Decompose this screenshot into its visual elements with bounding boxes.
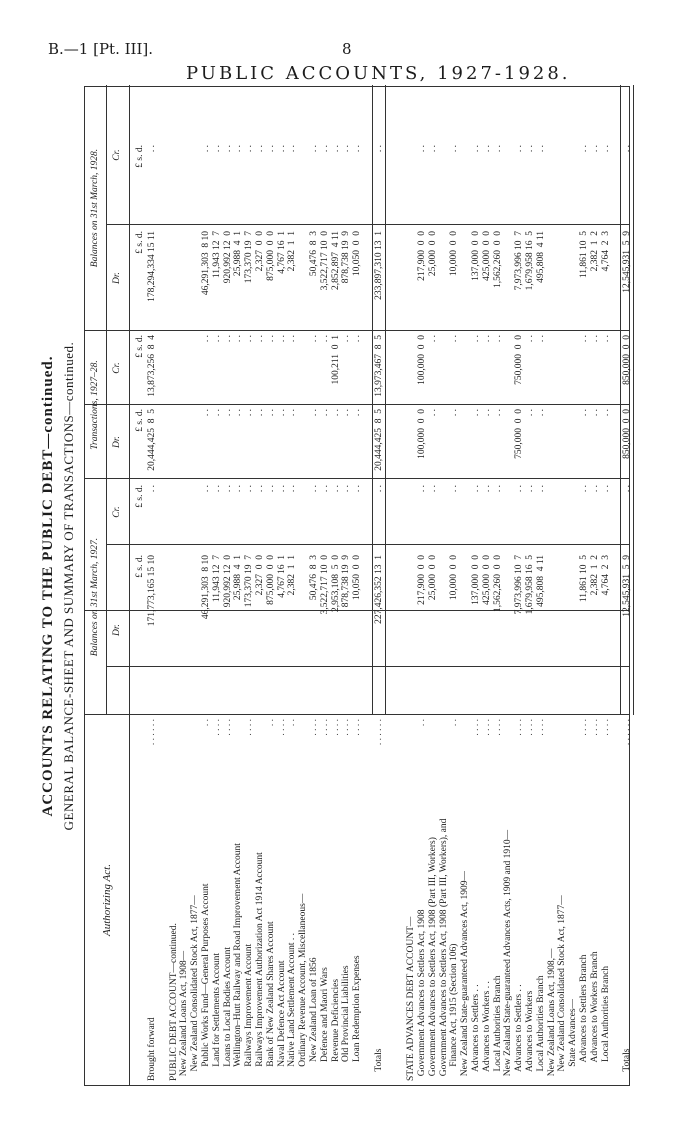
leader-dots: . . . . [309,719,319,736]
leader-dots: . . . . [319,719,330,736]
leader-dots: . . . . . . [622,719,633,746]
amount-cell-v5: 11,861 10 5 [579,231,589,279]
amount-cell-v3: 20,444,425 8 5 [147,409,157,471]
amount-cell-v2: . . [222,485,233,493]
header-reference: B.—1 [Pt. III]. [48,40,154,58]
amount-cell-v4: 100,211 0 1 [330,335,341,385]
currency-units-label: £ s. d. [135,409,145,432]
amount-cell-v5: 920,992 12 0 [222,231,233,284]
amount-cell-v2: . . [330,485,341,493]
row-label: Advances to Workers Branch [589,951,600,1081]
amount-cell-v4: . . [287,335,298,343]
amount-cell-v1: 10,050 0 0 [352,555,363,601]
amount-cell-v6: . . [492,145,503,153]
amount-cell-v4: 100,000 0 0 [417,335,427,385]
amount-cell-v2: . . [525,485,535,493]
row-label: Ordinary Revenue Account, Miscellaneous— [298,893,309,1081]
leader-dots: . . [201,719,211,727]
amount-cell-v5: 4,767 16 1 [276,231,287,274]
amount-cell-v1: 11,861 10 5 [579,555,589,603]
totals-rule [372,85,373,715]
amount-cell-v6: . . [222,145,233,153]
currency-units-label: £ s. d. [135,335,145,358]
leader-dots: . . [449,719,460,727]
amount-cell-v2: . . [535,485,546,493]
leader-dots: . . [287,719,298,727]
row-label: Local Authorities Branch [492,975,503,1081]
amount-cell-v3: . . [222,409,233,417]
amount-cell-v1: 217,900 0 0 [417,555,427,605]
amount-cell-v3: . . [319,409,330,417]
amount-cell-v1: 4,767 16 1 [276,555,287,598]
amount-cell-v4: . . [600,335,611,343]
amount-cell-v3: . . [492,409,503,417]
leader-dots: . . . . [222,719,233,736]
amount-cell-v5: 2,327 0 0 [255,231,265,272]
amount-cell-v5: 10,000 0 0 [449,231,460,277]
amount-cell-v5: 12,545,931 5 9 [622,231,633,293]
leader-dots: . . . . [589,719,600,736]
row-label: State Advances— [568,998,579,1081]
amount-cell-v5: 233,897,310 13 1 [373,231,384,300]
amount-cell-v5: 50,476 8 3 [309,231,319,277]
amount-cell-v1: 50,476 8 3 [309,555,319,601]
amount-cell-v5: 2,382 1 1 [287,231,298,272]
amount-cell-v1: 227,426,352 13 1 [373,555,384,624]
row-label: New Zealand Consolidated Stock Act, 1877— [190,895,201,1081]
row-label: Bank of New Zealand Shares Account [265,921,276,1081]
amount-cell-v4: . . [222,335,233,343]
amount-cell-v6: . . [265,145,276,153]
amount-cell-v3: . . [471,409,481,417]
amount-cell-v5: 495,808 4 11 [535,231,546,283]
amount-cell-v1: 173,370 19 7 [244,555,255,608]
amount-cell-v1: 875,000 0 0 [265,555,276,605]
amount-cell-v1: 3,522,717 10 0 [319,555,330,615]
row-label: New Zealand Loans Act, 1908— [179,950,190,1081]
header-balances-1928: Balances on 31st March, 1928. [90,148,100,268]
amount-cell-v4: . . [244,335,255,343]
amount-cell-v4: . . [255,335,265,343]
amount-cell-v1: 46,291,303 8 10 [201,555,211,620]
amount-cell-v4: . . [471,335,481,343]
balance-sheet-table [84,86,633,1086]
currency-units-label: £ s. d. [135,555,145,578]
column-rule [106,544,629,545]
row-label: New Zealand Loan of 1856 [309,957,319,1081]
leader-dots: . . . . [471,719,481,736]
amount-cell-v1: 10,000 0 0 [449,555,460,601]
totals-rule [385,85,386,715]
row-label: Advances to Workers . . [481,981,492,1081]
header-dr-1927: Dr. [112,624,122,636]
row-label: Wellington–Hutt Railway and Road Improvement Account [233,843,244,1081]
row-label: PUBLIC DEBT ACCOUNT—continued. [168,923,179,1081]
amount-cell-v5: 425,000 0 0 [481,231,492,281]
amount-cell-v5: 875,000 0 0 [265,231,276,281]
amount-cell-v2: . . [309,485,319,493]
amount-cell-v6: . . [309,145,319,153]
amount-cell-v4: . . [341,335,352,343]
amount-cell-v3: . . [255,409,265,417]
amount-cell-v1: 425,000 0 0 [481,555,492,605]
amount-cell-v2: . . [589,485,600,493]
amount-cell-v3: . . [600,409,611,417]
amount-cell-v2: . . [341,485,352,493]
amount-cell-v1: 1,679,958 16 5 [525,555,535,615]
amount-cell-v4: . . [449,335,460,343]
amount-cell-v6: . . [417,145,427,153]
amount-cell-v3: 850,000 0 0 [622,409,633,459]
amount-cell-v1: 1,562,260 0 0 [492,555,503,612]
row-label: Land for Settlements Account [211,953,222,1081]
amount-cell-v4: . . [211,335,222,343]
amount-cell-v1: 25,000 0 0 [427,555,438,601]
row-label: Brought forward [147,1017,157,1081]
amount-cell-v5: 11,943 12 7 [211,231,222,279]
amount-cell-v6: . . [244,145,255,153]
row-label: Revenue Deficiencies [330,978,341,1081]
row-label: STATE ADVANCES DEBT ACCOUNT— [406,916,417,1081]
rotated-content [40,86,650,1086]
amount-cell-v3: . . [525,409,535,417]
header-cr-transactions: Cr. [112,362,122,374]
amount-cell-v2: . . [579,485,589,493]
amount-cell-v1: 2,327 0 0 [255,555,265,596]
amount-cell-v3: . . [427,409,438,417]
amount-cell-v6: . . [579,145,589,153]
amount-cell-v6: . . [481,145,492,153]
page-title: PUBLIC ACCOUNTS, 1927-1928. [186,63,571,84]
amount-cell-v3: . . [589,409,600,417]
amount-cell-v3: . . [233,409,244,417]
header-authorizing-act: Authorizing Act. [101,864,113,936]
leader-dots: . . . . [276,719,287,736]
amount-cell-v4: . . [492,335,503,343]
amount-cell-v6: . . [622,145,633,153]
amount-cell-v4: . . [319,335,330,343]
leader-dots: . . . . [330,719,341,736]
amount-cell-v2: . . [600,485,611,493]
row-label: Public Works Fund—General Purposes Account [201,883,211,1081]
row-label: Totals [373,1048,384,1081]
leader-dots: . . . . [535,719,546,736]
row-label: Railways Improvement Authorization Act 1914 Account [255,852,265,1081]
amount-cell-v2: . . [622,485,633,493]
amount-cell-v3: . . [287,409,298,417]
column-rule [106,224,629,225]
amount-cell-v6: . . [427,145,438,153]
amount-cell-v1: 137,000 0 0 [471,555,481,605]
row-label: Totals [622,1048,633,1081]
amount-cell-v6: . . [233,145,244,153]
amount-cell-v1: 2,382 1 1 [287,555,298,596]
amount-cell-v2: . . [492,485,503,493]
header-cr-1927: Cr. [112,506,122,518]
row-label: Government Advances to Settlers Act, 1908 [417,909,427,1081]
amount-cell-v2: . . [373,485,384,493]
amount-cell-v4: . . [427,335,438,343]
amount-cell-v4: . . [352,335,363,343]
row-label: New Zealand State-guaranteed Advances Act, 1909— [460,871,471,1081]
amount-cell-v6: . . [211,145,222,153]
amount-cell-v6: . . [600,145,611,153]
amount-cell-v2: . . [233,485,244,493]
document-subtitle: GENERAL BALANCE-SHEET AND SUMMARY OF TRANSACTIONS—continued. [61,341,76,831]
amount-cell-v5: 25,988 4 1 [233,231,244,277]
row-label: Finance Act, 1915 (Section 106) [449,943,460,1081]
amount-cell-v5: 1,679,958 16 5 [525,231,535,291]
amount-cell-v4: . . [201,335,211,343]
leader-dots: . . . . [352,719,363,736]
amount-cell-v5: 878,738 19 9 [341,231,352,284]
amount-cell-v1: 11,943 12 7 [211,555,222,603]
amount-cell-v5: 46,291,303 8 10 [201,231,211,296]
amount-cell-v4: 13,973,467 8 5 [373,335,384,397]
amount-cell-v1: 920,992 12 0 [222,555,233,608]
amount-cell-v2: . . [255,485,265,493]
header-dr-transactions: Dr. [112,436,122,448]
amount-cell-v5: 217,900 0 0 [417,231,427,281]
amount-cell-v3: . . [341,409,352,417]
amount-cell-v1: 495,808 4 11 [535,555,546,607]
amount-cell-v2: . . [417,485,427,493]
amount-cell-v6: . . [201,145,211,153]
amount-cell-v2: . . [352,485,363,493]
row-label: Advances to Workers [525,990,535,1081]
amount-cell-v1: 12,545,931 5 9 [622,555,633,617]
currency-units-label: £ s. d. [135,145,145,168]
amount-cell-v4: . . [233,335,244,343]
header-cr-1928: Cr. [112,149,122,161]
row-label: Naval Defence Act Account [276,960,287,1081]
header-rule [129,85,130,1085]
amount-cell-v6: . . [276,145,287,153]
page-number: 8 [342,40,352,58]
currency-units-label: £ s. d. [135,231,145,254]
amount-cell-v4: . . [265,335,276,343]
row-label: Advances to Settlers . . [471,984,481,1081]
amount-cell-v4: . . [589,335,600,343]
amount-cell-v3: . . [579,409,589,417]
row-label: New Zealand State-guaranteed Advances Acts, 1909 and 1910— [503,829,514,1081]
amount-cell-v4: . . [525,335,535,343]
amount-cell-v3: . . [330,409,341,417]
amount-cell-v6: . . [525,145,535,153]
amount-cell-v2: . . [287,485,298,493]
amount-cell-v2: . . [265,485,276,493]
amount-cell-v2: . . [481,485,492,493]
amount-cell-v1: 171,773,165 15 10 [147,555,157,627]
column-rule [106,666,629,667]
column-rule [85,714,629,715]
leader-dots: . . . . . . [147,719,157,746]
amount-cell-v5: 173,370 19 7 [244,231,255,284]
amount-cell-v2: . . [211,485,222,493]
currency-units-label: £ s. d. [135,485,145,508]
amount-cell-v2: . . [201,485,211,493]
row-label: Loan Redemption Expenses [352,955,363,1081]
amount-cell-v1: 2,953,108 5 0 [330,555,341,612]
amount-cell-v3: . . [309,409,319,417]
amount-cell-v3: . . [265,409,276,417]
row-label: Advances to Settlers . . [514,984,525,1081]
amount-cell-v6: . . [589,145,600,153]
amount-cell-v6: . . [373,145,384,153]
amount-cell-v3: 750,000 0 0 [514,409,525,459]
amount-cell-v5: 10,050 0 0 [352,231,363,277]
amount-cell-v2: . . [276,485,287,493]
amount-cell-v2: . . [147,485,157,493]
amount-cell-v1: 7,973,996 10 7 [514,555,525,615]
leader-dots: . . . . [211,719,222,736]
leader-dots: . . . . [492,719,503,736]
leader-dots: . . . . [481,719,492,736]
amount-cell-v6: . . [341,145,352,153]
amount-cell-v3: . . [201,409,211,417]
leader-dots: . . . . [514,719,525,736]
leader-dots: . . . . [600,719,611,736]
row-label: Government Advances to Settlers Act, 1908 (Part III, Workers), and [438,818,449,1081]
amount-cell-v6: . . [147,145,157,153]
amount-cell-v4: 750,000 0 0 [514,335,525,385]
row-label: Defence and Maori Wars [319,967,330,1081]
amount-cell-v6: . . [319,145,330,153]
amount-cell-v3: 100,000 0 0 [417,409,427,459]
amount-cell-v5: 1,562,260 0 0 [492,231,503,288]
amount-cell-v3: . . [211,409,222,417]
amount-cell-v6: . . [255,145,265,153]
amount-cell-v6: . . [287,145,298,153]
amount-cell-v6: . . [471,145,481,153]
leader-dots: . . . . . . [373,719,384,746]
leader-dots: . . . . [244,719,255,736]
row-label: Government Advances to Settlers Act, 1908 (Part III, Workers) [427,837,438,1081]
amount-cell-v6: . . [330,145,341,153]
leader-dots: . . . . [579,719,589,736]
amount-cell-v3: . . [244,409,255,417]
leader-dots: . . [417,719,427,727]
header-dr-1928: Dr. [112,272,122,284]
amount-cell-v4: 850,000 0 0 [622,335,633,385]
amount-cell-v1: 878,738 19 9 [341,555,352,608]
amount-cell-v3: . . [352,409,363,417]
row-label: Native Land Settlement Account . . [287,932,298,1081]
row-label: New Zealand Consolidated Stock Act, 1877— [557,895,568,1081]
amount-cell-v5: 3,522,717 10 0 [319,231,330,291]
amount-cell-v5: 7,973,996 10 7 [514,231,525,291]
amount-cell-v2: . . [514,485,525,493]
row-label: Local Authorities Branch [600,965,611,1081]
amount-cell-v3: . . [449,409,460,417]
totals-rule [633,85,634,715]
amount-cell-v6: . . [535,145,546,153]
amount-cell-v3: . . [481,409,492,417]
amount-cell-v4: . . [535,335,546,343]
amount-cell-v5: 4,764 2 3 [600,231,611,272]
row-label: New Zealand Loans Act, 1908,— [546,948,557,1081]
amount-cell-v5: 178,294,334 15 11 [147,231,157,302]
amount-cell-v4: . . [481,335,492,343]
amount-cell-v2: . . [319,485,330,493]
amount-cell-v5: 2,852,897 4 11 [330,231,341,291]
amount-cell-v6: . . [352,145,363,153]
row-label: Loans to Local Bodies Account [222,946,233,1081]
row-label: Advances to Settlers Branch [579,954,589,1081]
amount-cell-v1: 2,382 1 2 [589,555,600,596]
amount-cell-v2: . . [244,485,255,493]
amount-cell-v4: . . [579,335,589,343]
amount-cell-v5: 2,382 1 2 [589,231,600,272]
row-label: Old Provincial Liabilities [341,965,352,1081]
amount-cell-v2: . . [471,485,481,493]
amount-cell-v1: 25,988 4 1 [233,555,244,601]
amount-cell-v3: . . [276,409,287,417]
amount-cell-v2: . . [427,485,438,493]
header-rule [106,85,107,715]
amount-cell-v2: . . [449,485,460,493]
amount-cell-v3: . . [535,409,546,417]
amount-cell-v4: . . [276,335,287,343]
header-transactions: Transactions, 1927–28. [90,360,100,450]
leader-dots: . . . . [525,719,535,736]
leader-dots: . . . . [341,719,352,736]
amount-cell-v5: 25,000 0 0 [427,231,438,277]
amount-cell-v4: . . [309,335,319,343]
amount-cell-v6: . . [514,145,525,153]
totals-rule [620,85,621,715]
amount-cell-v4: 13,873,256 8 4 [147,335,157,397]
document-title: ACCOUNTS RELATING TO THE PUBLIC DEBT—continued. [40,355,56,817]
row-label: Railways Improvement Account [244,943,255,1081]
amount-cell-v5: 137,000 0 0 [471,231,481,281]
amount-cell-v1: 4,764 2 3 [600,555,611,596]
leader-dots: . . [265,719,276,727]
amount-cell-v3: 20,444,425 8 5 [373,409,384,471]
row-label: Local Authorities Branch [535,975,546,1081]
header-balances-1927: Balances on 31st March, 1927. [90,537,100,657]
amount-cell-v6: . . [449,145,460,153]
